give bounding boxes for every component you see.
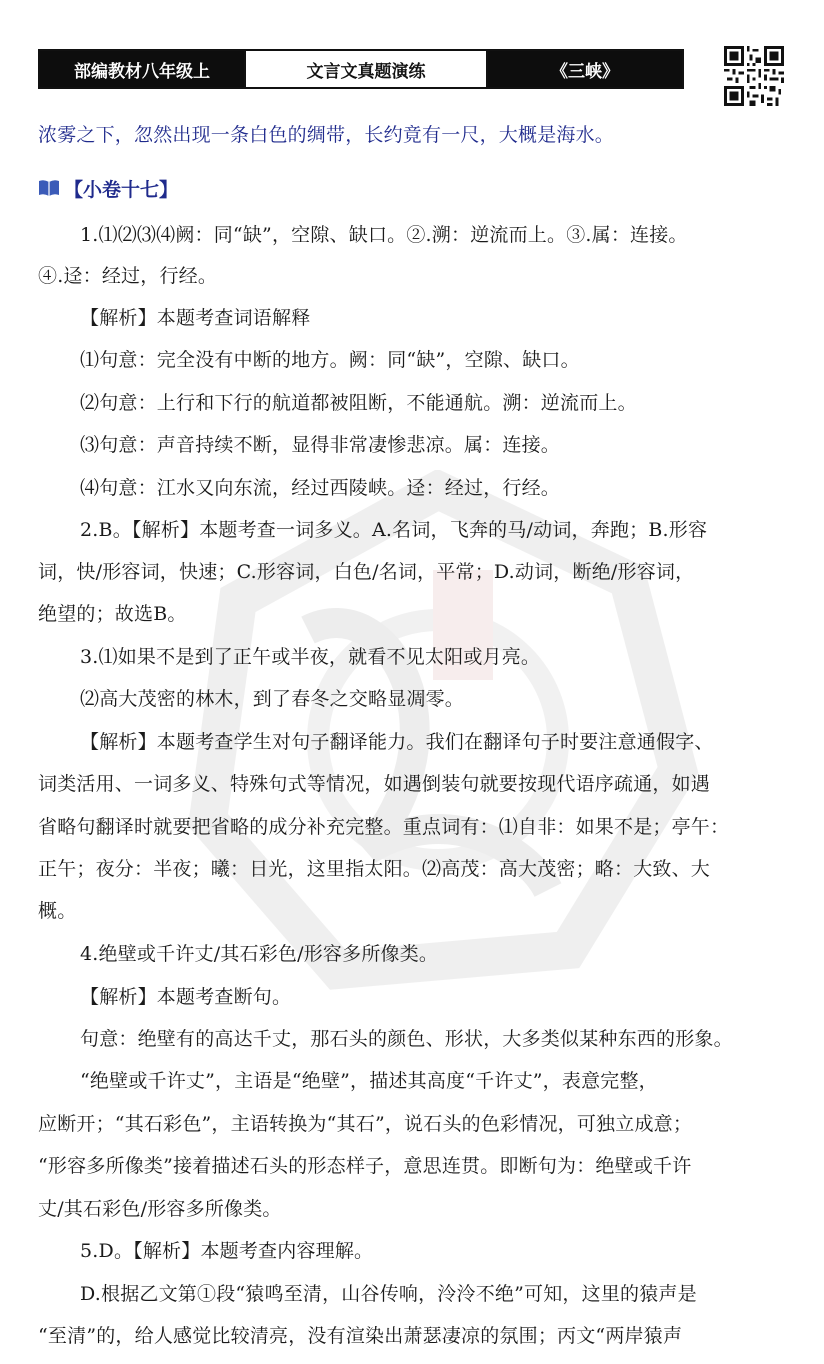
answer-line: 词，快/形容词，快速；C.形容词，白色/名词，平常；D.动词，断绝/形容词，	[38, 561, 695, 583]
analysis-line: 正午；夜分：半夜；曦：日光，这里指太阳。⑵高茂：高大茂密；略：大致、大	[38, 858, 711, 880]
analysis-line: 【解析】本题考查学生对句子翻译能力。我们在翻译句子时要注意通假字、	[80, 731, 714, 753]
answer-line: 2.B。【解析】本题考查一词多义。A.名词，飞奔的马/动词，奔跑；B.形容	[80, 519, 708, 541]
analysis-line: 【解析】本题考查断句。	[80, 986, 292, 1008]
page-header	[38, 49, 684, 89]
analysis-line: D.根据乙文第①段“猿鸣至清，山谷传响，泠泠不绝”可知，这里的猿声是	[80, 1283, 697, 1305]
answer-line: 4.绝壁或千许丈/其石彩色/形容多所像类。	[80, 943, 439, 965]
header-topic: 文言文真题演练	[244, 51, 488, 87]
answer-line: 3.⑴如果不是到了正午或半夜，就看不见太阳或月亮。	[80, 646, 541, 668]
answer-line: ⑷句意：江水又向东流，经过西陵峡。迳：经过，行经。	[80, 477, 561, 499]
answer-line: ⑵高大茂密的林木，到了春冬之交略显凋零。	[80, 688, 465, 710]
analysis-line: “至清”的，给人感觉比较清亮，没有渲染出萧瑟凄凉的氛围；丙文“两岸猿声	[38, 1325, 683, 1347]
answer-line: 1.⑴⑵⑶⑷阙：同“缺”，空隙、缺口。②.溯：逆流而上。③.属：连接。	[80, 224, 688, 246]
analysis-line: 句意：绝壁有的高达千丈，那石头的颜色、形状，大多类似某种东西的形象。	[80, 1028, 733, 1050]
analysis-line: 【解析】本题考查词语解释	[80, 307, 311, 329]
answer-line: ④.迳：经过，行经。	[38, 265, 218, 287]
qr-code-icon	[724, 46, 784, 106]
answer-line: 5.D。【解析】本题考查内容理解。	[80, 1240, 374, 1262]
header-lesson: 《三峡》	[488, 51, 682, 87]
text-line-top: 浓雾之下，忽然出现一条白色的绸带，长约竟有一尺，大概是海水。	[38, 124, 615, 146]
book-icon	[38, 179, 60, 199]
section-title: 【小卷十七】	[64, 179, 179, 201]
answer-line: ⑵句意：上行和下行的航道都被阻断，不能通航。溯：逆流而上。	[80, 392, 637, 414]
answer-line: ⑶句意：声音持续不断，显得非常凄惨悲凉。属：连接。	[80, 434, 561, 456]
analysis-line: “形容多所像类”接着描述石头的形态样子，意思连贯。即断句为：绝壁或千许	[38, 1155, 692, 1177]
analysis-line: 词类活用、一词多义、特殊句式等情况，如遇倒装句就要按现代语序疏通，如遇	[38, 773, 711, 795]
answer-line: 绝望的；故选B。	[38, 603, 187, 625]
section-heading	[38, 175, 178, 202]
analysis-line: 概。	[38, 900, 77, 922]
header-grade: 部编教材八年级上	[40, 51, 244, 87]
analysis-line: “绝壁或千许丈”，主语是“绝壁”，描述其高度“千许丈”，表意完整，	[80, 1070, 658, 1092]
analysis-line: 丈/其石彩色/形容多所像类。	[38, 1198, 282, 1220]
analysis-line: 应断开；“其石彩色”，主语转换为“其石”，说石头的色彩情况，可独立成意；	[38, 1113, 693, 1135]
answer-line: ⑴句意：完全没有中断的地方。阙：同“缺”，空隙、缺口。	[80, 349, 580, 371]
analysis-line: 省略句翻译时就要把省略的成分补充完整。重点词有：⑴自非：如果不是；亭午：	[38, 816, 730, 838]
